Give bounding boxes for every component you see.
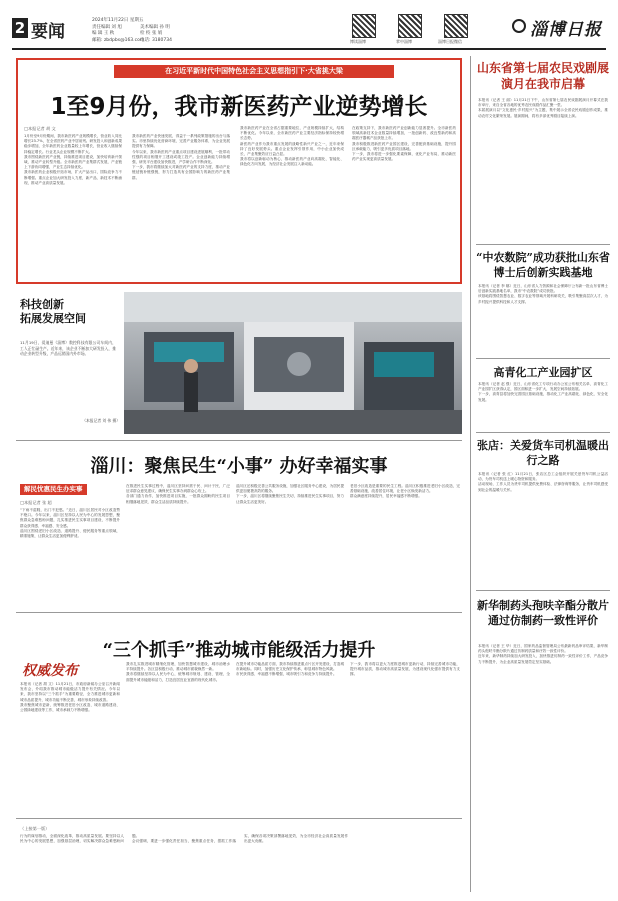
story3-body3: 在提升城市功能品质方面，我市持续推进重点片区开发建设，打造城市新地标。同时，加强历史文化保护传承，彰显城市特色风貌。 市民获得感、幸福感不断增强，城市吸引力和竞争力持续提升。 [236,662,344,677]
story2-byline: □本报记者 张 超 [20,500,52,505]
right-story3-body: 本报讯（记者 赵 强）近日，山东省化工专项行动办公室公布相关名单，高青化工产业园扩区获得认定，园区面积进一步扩大，发展空间持续拓展。 下一步，高青县将加快完善园区基础设施，推动化工产业高端化、绿色化、安全化发展。 [478,382,608,402]
phone-line: 电话: 3180734 [140,37,172,43]
edition-info-left [92,18,144,44]
bottom-divider [16,818,462,819]
right-story2-headline: “中农数院”成功获批山东省博士后创新实践基地 [476,251,610,279]
date-line: 2024年11月22日 星期五 [92,18,144,23]
column-divider [470,56,471,892]
qr-code-icon [398,14,422,38]
proof-line: 检 校 张 娟 [140,31,163,36]
right-story1-headline: 山东省第七届农民戏剧展演月在我市启幕 [476,61,609,91]
story2-body3: 淄川区还积极完善公共服务设施，加强社区服务中心建设，为居民提供更加便捷高效的服务。 下一步，淄川区将继续聚焦民生关切，持续推进民生实事项目，努力让群众生活更美好。 [236,484,344,504]
factory-photo-image [124,292,462,434]
feature-headline: 1至9月份，我市新医药产业逆势增长 [50,94,428,120]
bottom-continued-label: （上接第一版） [20,826,50,831]
right-divider-3 [476,432,610,433]
photo-credit: （本报记者 刘 伟 摄） [82,418,120,423]
photo-caption: 11月19日，爱迪曼（淄博）数控科技有限公司车间内，工人正忙碌生产。近年来，该企业不断加大研发投入，推动企业转型升级，产品远销国内外市场。 [20,340,116,357]
qr-code-icon [444,14,468,38]
factory-photo [124,292,462,434]
story2-body4: 老旧小区改造是重要的民生工程。淄川区积极推进老旧小区改造，完善基础设施，改善居住环境，让老小区焕发新活力。 群众满意度持续提升，居民幸福感不断增强。 [350,484,460,499]
editor2-line: 编 辑 王 秋 [92,31,115,36]
page-number: 2 [12,18,28,38]
story3-label: 权威发布 [22,663,78,679]
right-story5-headline: 新华制药头孢呋辛酯分散片通过仿制药一致性评价 [477,599,609,627]
story3-body2: 我市扎实推进城市精细化管理，加快智慧城市建设，城市治理水平持续提升。各区县积极行动，推动城市面貌焕然一新。 我市将继续坚持以人民为中心，统筹城市规划、建设、管理，全面提升城市能级和活力，打造宜居宜业宜游的现代化城市。 [126,662,230,682]
masthead-rule [12,48,606,50]
right-story3-headline: 高青化工产业园扩区 [493,366,593,379]
right-story4-body: 本报讯（记者 张 红）11月21日，张店区总工会组织开展关爱货车司机公益活动，为货车司机送上暖心物资和服务。 活动现场，工作人员为货车司机提供免费体检、法律咨询等服务，让货车司机感受到社会的温暖与关怀。 [478,472,608,492]
email-line: 邮箱: zbdpbs@163.com [92,37,145,43]
story3-headline: “三个抓手”推动城市能级活力提升 [102,640,376,661]
masthead [0,0,618,48]
story2-divider [16,440,462,441]
qr-code-icon [352,14,376,38]
right-story2-body: 本报讯（记者 李 娜）近日，山东省人力资源和社会保障厅公布新一批山东省博士后创新实践基地名单，我市“中农数院”成功获批。 该基地将围绕智慧农业、数字农业等领域开展科研攻关，吸引集聚高层次人才，为乡村振兴提供科技和人才支撑。 [478,284,608,304]
newspaper-logo: 淄博日报 [530,20,602,40]
editor-line: 责任编辑 刘 旭 [92,24,122,30]
feature-story [16,58,462,284]
bottom-body: 行为的谋划推动，全面深化改革，推动高质量发展。要坚持以人民为中心的发展思想，加强基层治理，切实解决群众急难愁盼问题。 会议强调，要进一步强化责任担当，聚焦重点任务，狠抓工作落实，确保各项决策部署落地见效，为全市经济社会高质量发展作出更大贡献。 [20,834,348,844]
right-story4-headline: 张店：关爱货车司机温暖出行之路 [477,439,609,467]
story2-body1: “下雨不湿鞋，出门不犯愁。”近日，淄川区居民对小区改造赞不绝口。今年以来，淄川区坚持以人民为中心的发展思想，聚焦群众急难愁盼问题，扎实推进民生实事项目建设，不断提升群众获得感、幸福感、安全感。 淄川区围绕老旧小区改造、道路提升、便民服务等重点领域，精准施策，让群众生活更加便利舒适。 [20,508,120,539]
qr-label: 博读淄博 [350,39,366,44]
qr-label: 淄博日报微信 [438,39,462,44]
right-story5-body: 本报讯（记者 王 华）近日，国家药品监督管理局公布最新药品审评结果，新华制药头孢呋辛酯分散片通过仿制药质量和疗效一致性评价。 近年来，新华制药持续加大研发投入，加快推进仿制药一致性评价工作，产品竞争力不断提升，为企业高质量发展奠定坚实基础。 [478,644,608,664]
feature-byline: □本报记者 胡 文 [24,126,56,131]
feature-body-col3: 我市新医药产业在全省占据重要地位，产业规模持续扩大，结构不断优化。今年以来，全市新医药产业主要经济指标保持较快增长态势。 新医药产业作为我市重点发展的战略性新兴产业之一，近年来保持了良好发展势头。重点企业发挥引领作用，中小企业加快成长，产业集聚效应日益凸显。 我市将以创新驱动为核心，推动新医药产业向高端化、智能化、绿色化方向发展，为经济社会发展注入新动能。 [240,126,344,167]
right-divider-4 [476,590,610,591]
story2-headline: 淄川：聚焦民生“小事” 办好幸福实事 [90,456,388,477]
feature-kicker: 在习近平新时代中国特色社会主义思想指引下·大省挑大梁 [114,65,394,78]
right-divider-2 [476,358,610,359]
qr-label: 掌中淄博 [396,39,412,44]
logo-emblem-icon [512,19,526,33]
story3-body1: 本报讯（记者 胡 文）11月21日，市政府新闻办公室召开新闻发布会，介绍我市推动城市能级活力提升有关情况。今年以来，我市坚持以“三个抓手”为重要路径，全力推进城市更新和城市品质提升，城市功能不断完善，城市形象持续改善。 我市聚焦城市更新，统筹推进老旧小区改造、城市道路建设、公园绿地建设等工作，城市承载力不断增强。 [20,682,120,713]
story3-divider [16,612,462,613]
section-title: 要闻 [31,22,65,42]
story2-label: 解民忧惠民生办实事 [20,484,87,495]
feature-body-col4: 在政策支持下，我市新医药产业创新能力显著提升。全市新医药领域高新技术企业数量持续增加，一批创新药、改良型新药和高端医疗器械产品获批上市。 我市积极推进新医药产业园区建设，完善配套基础设施，提升园区承载能力，吸引更多优质项目落地。 下一步，我市将进一步强化要素保障，优化产业布局，推动新医药产业实现更高质量发展。 [352,126,456,162]
story3-body4: 下一步，我市将以更大力度推进城市更新行动，持续完善城市功能，提升城市品质，推动城市高质量发展，为建设现代化强市提供有力支撑。 [350,662,460,677]
edition-info-right [140,18,172,44]
feature-body-col2: 我市新医药产业快速发展，得益于一系列政策措施的出台与落实。市里持续优化营商环境，完善产业服务体系，为企业发展提供有力保障。 今年以来，我市新医药产业重点项目建设进展顺利，一批带动性强的项目相继开工建设或竣工投产。企业创新能力持续增强，研发平台建设加快推进，产学研合作不断深化。 下一步，我市将继续加大对新医药产业的支持力度，推动产业链延链补链强链，努力打造具有全国影响力的新医药产业集群。 [132,134,230,180]
story2-body2: 在推进民生实事过程中，淄川区坚持问需于民、问计于民，广泛征求群众意见建议，确保民生实事办到群众心坎上。 各部门通力协作，加快推进项目实施，一批群众期盼的民生项目相继落地见效，群众生活品质持续提升。 [126,484,230,504]
photo-title: 科技创新 拓展发展空间 [20,298,86,325]
right-story1-body: 本报讯（记者 王 丽）11月21日下午，山东省第七届农民戏剧展演月开幕式在我市举行，来自全省各地的优秀农民戏剧作品汇聚一堂。 本届展演月以“文化惠民·乡村振兴”为主题，集中展示全省农民戏剧创作成果，推动农村文化繁荣发展。展演期间，将有多部优秀剧目陆续上演。 [478,98,608,118]
art-editor-line: 美术编辑 孙 明 [140,24,170,30]
right-divider-1 [476,244,610,245]
feature-body-col1: 1月份至9月份期间，我市新医药产业规模增长，营业收入同比增长23.7%，在全省医药产业中居前列。研发投入和创新成果稳步增加，全年新医药企业数量较上年增长，营业收入继续保持稳定增长。行业龙头企业规模不断扩大。 我市围绕新医药产业链，持续推进项目建设，加快培育新兴领域，推动产业转型升级。全市新医药产业集群式发展，产业链上下游协同增强，产业生态持续优化。 我市新医药企业积极开拓市场，扩大产品出口，国际竞争力不断增强。重点企业加大研发投入力度，新产品、新技术不断涌现，推动产业高质量发展。 [24,134,122,185]
